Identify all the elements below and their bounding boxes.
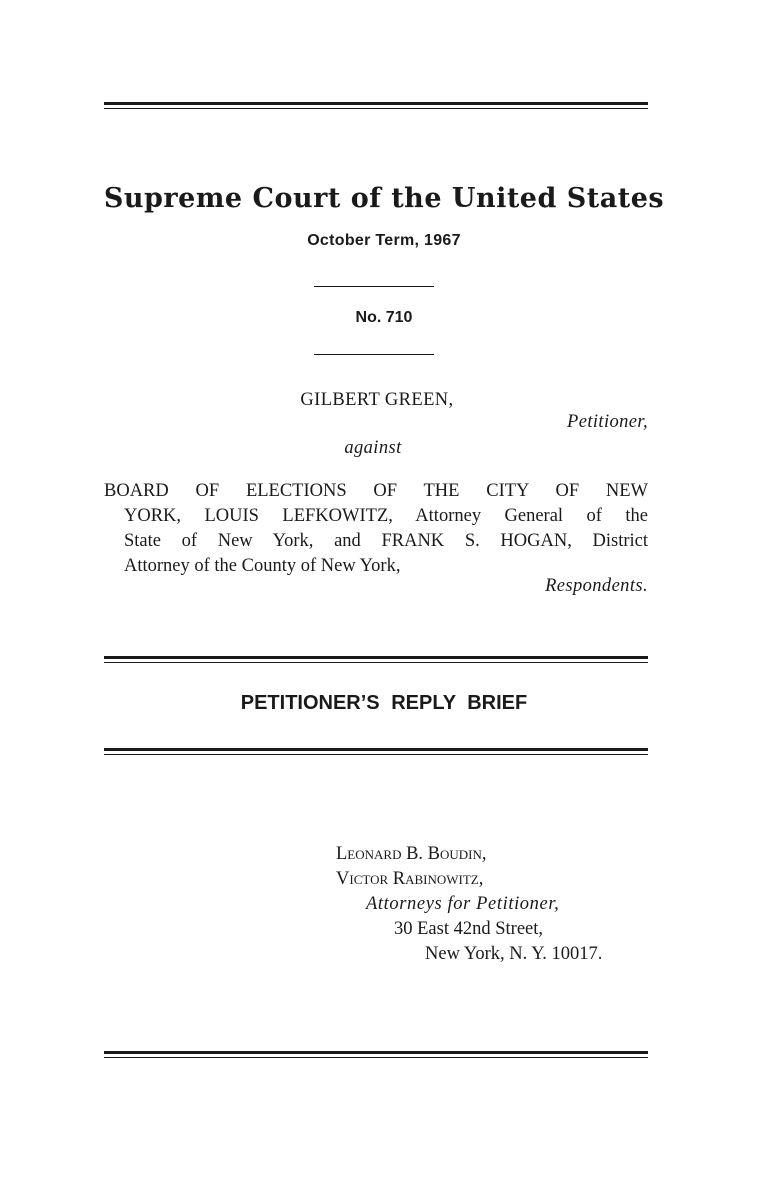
respondents-line-1: BOARD OF ELECTIONS OF THE CITY OF NEW [104, 481, 648, 501]
term-line: October Term, 1967 [307, 232, 461, 249]
middle-double-rule-lower [104, 748, 648, 751]
short-rule-lower [314, 354, 434, 355]
address-line-2: New York, N. Y. 10017. [425, 944, 603, 964]
respondents-line-3: State of New York, and FRANK S. HOGAN, District [124, 531, 648, 551]
respondents-role: Respondents. [545, 576, 648, 596]
against-label: against [344, 438, 402, 458]
counsel-block [336, 842, 602, 967]
respondents-line-2: YORK, LOUIS LEFKOWITZ, Attorney General of the [124, 506, 648, 526]
brief-title: PETITIONER’S REPLY BRIEF [240, 692, 528, 714]
attorney-role: Attorneys for Petitioner, [366, 894, 560, 914]
petitioner-name: GILBERT GREEN, [300, 390, 454, 410]
middle-double-rule-upper [104, 656, 648, 659]
bottom-double-rule [104, 1051, 648, 1054]
attorney-name-1: Leonard B. Boudin, [336, 844, 487, 864]
docket-number: No. 710 [355, 309, 413, 326]
respondents-caption [104, 479, 648, 579]
respondents-line-4: Attorney of the County of New York, [124, 556, 401, 576]
short-rule-upper [314, 286, 434, 287]
address-line-1: 30 East 42nd Street, [394, 919, 544, 939]
top-double-rule [104, 102, 648, 105]
attorney-name-2: Victor Rabinowitz, [336, 869, 484, 889]
petitioner-role: Petitioner, [567, 412, 648, 432]
court-name: Supreme Court of the United States [103, 183, 665, 214]
